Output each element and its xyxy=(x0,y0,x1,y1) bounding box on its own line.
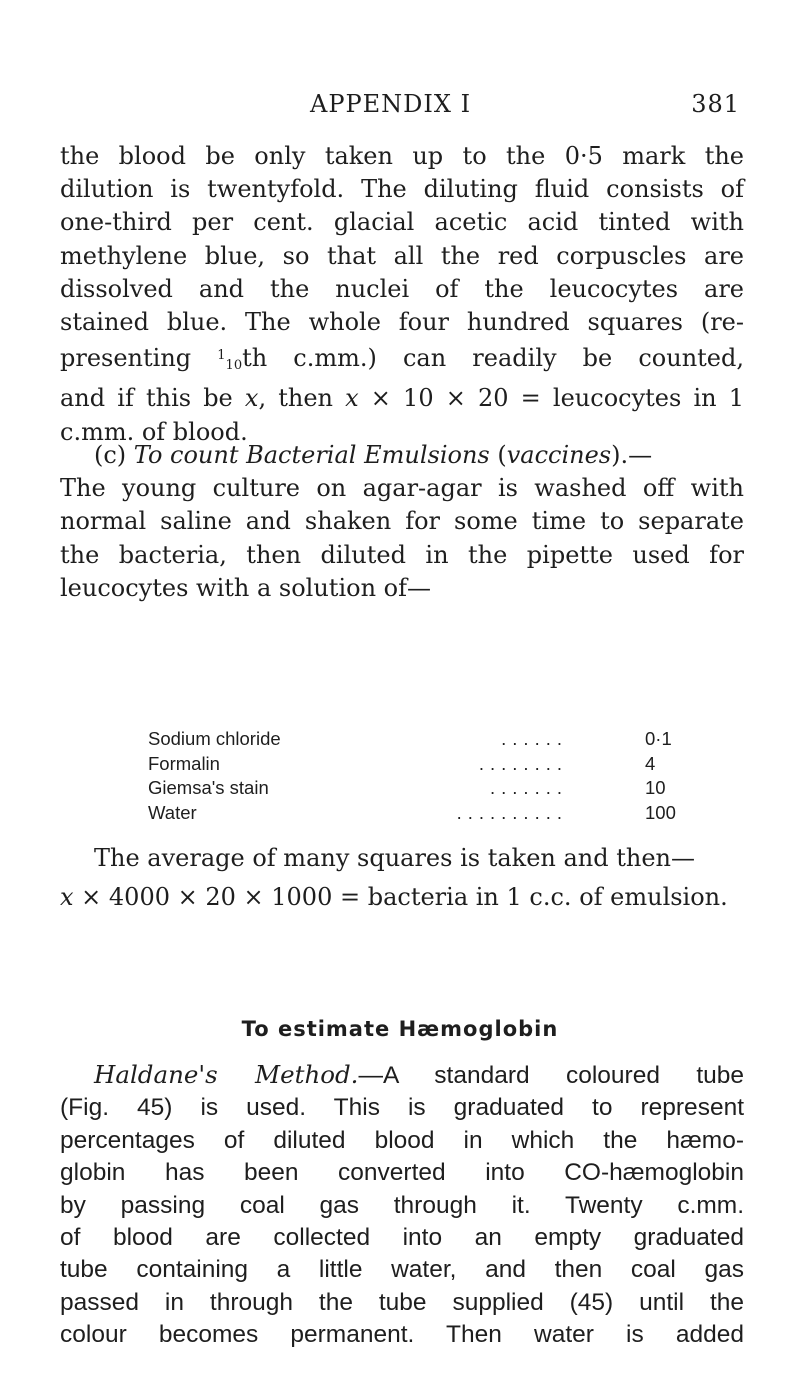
text-line: dilution is twentyfold. The diluting fluid consists of xyxy=(60,175,744,204)
text-segment: presenting xyxy=(60,344,218,373)
ingredient-amount: 0·1 xyxy=(645,728,672,749)
text-line-formula xyxy=(60,382,744,415)
recipe-row xyxy=(148,727,688,752)
ingredient-amount: 10 xyxy=(645,777,666,798)
text-segment: ( xyxy=(489,441,507,469)
text-line: percentages of diluted blood in which the hæmo- xyxy=(60,1126,744,1154)
text-line: passed in through the tube supplied (45) until the xyxy=(60,1288,744,1316)
text-line: The young culture on agar-agar is washed off with xyxy=(60,474,744,503)
recipe-row xyxy=(148,776,688,801)
leader-dots: ....... xyxy=(490,777,568,798)
text-line: by passing coal gas through it. Twenty c.mm. xyxy=(60,1191,744,1219)
text-segment: , then xyxy=(258,384,346,413)
text-line-subheading xyxy=(60,439,744,472)
ingredient-amount: 100 xyxy=(645,801,676,823)
text-line: leucocytes with a solution of— xyxy=(60,573,431,602)
text-line: The average of many squares is taken and then— xyxy=(94,844,696,872)
text-line: (Fig. 45) is used. This is graduated to represent xyxy=(60,1094,744,1122)
text-segment: ).— xyxy=(611,441,653,469)
ingredient-amount: 4 xyxy=(645,752,656,774)
paragraph-leucocyte-dilution xyxy=(60,140,744,449)
text-line: c.mm. of blood. xyxy=(60,417,248,446)
text-line: one-third per cent. glacial acetic acid tinted with xyxy=(60,208,744,237)
text-line: the bacteria, then diluted in the pipette used for xyxy=(60,540,744,569)
subsection-title-paren: vaccines xyxy=(506,441,612,469)
ingredient-name: Sodium chloride xyxy=(148,728,281,749)
running-title: APPENDIX I xyxy=(310,90,472,118)
item-label: (c) xyxy=(94,441,134,469)
text-line: stained blue. The whole four hundred squares (re- xyxy=(60,308,744,337)
formula-line xyxy=(60,881,744,914)
paragraph-haldane-method xyxy=(60,1059,744,1352)
leader-dots: .......... xyxy=(456,801,568,823)
page-number: 381 xyxy=(691,90,740,118)
formula-text: × 4000 × 20 × 1000 = bacteria in 1 c.c. of emulsion. xyxy=(73,883,728,912)
text-segment: —A standard coloured tube xyxy=(358,1062,745,1089)
paragraph-bacteria-count xyxy=(60,842,744,914)
leader-dots: ........ xyxy=(478,752,568,774)
text-line: the blood be only taken up to the 0·5 mark the xyxy=(60,142,744,170)
ingredient-name: Water xyxy=(148,801,197,823)
ingredient-name: Formalin xyxy=(148,752,220,774)
leader-dots: ...... xyxy=(501,728,568,749)
fraction-denominator: 10 xyxy=(225,358,243,374)
text-line: of blood are collected into an empty graduated xyxy=(60,1224,744,1252)
text-line-fraction xyxy=(60,339,744,382)
text-line: normal saline and shaken for some time to separate xyxy=(60,507,744,536)
text-line: colour becomes permanent. Then water is added xyxy=(60,1321,744,1349)
text-line: tube containing a little water, and then coal gas xyxy=(60,1256,744,1284)
text-segment: × 10 × 20 = leucocytes in 1 xyxy=(358,384,744,413)
text-segment: and if this be xyxy=(60,384,245,413)
variable-x: x xyxy=(345,384,359,413)
variable-x: x xyxy=(244,384,259,413)
text-line: methylene blue, so that all the red corpuscles are xyxy=(60,241,744,270)
method-title: Haldane's Method. xyxy=(94,1060,359,1089)
recipe-row xyxy=(148,752,688,777)
text-line: globin has been converted into CO-hæmoglobin xyxy=(60,1159,744,1187)
recipe-row xyxy=(148,801,688,826)
subsection-title: To count Bacterial Emulsions xyxy=(133,441,490,469)
section-heading: To estimate Hæmoglobin xyxy=(241,1017,559,1041)
text-segment: th c.mm.) can readily be counted, xyxy=(242,344,744,373)
ingredient-name: Giemsa's stain xyxy=(148,777,269,798)
text-line-subheading xyxy=(60,1059,744,1092)
variable-x: x xyxy=(60,883,74,912)
paragraph-bacterial-emulsions xyxy=(60,439,744,605)
solution-recipe xyxy=(148,727,688,825)
text-line: dissolved and the nuclei of the leucocytes are xyxy=(60,274,744,303)
fraction-numerator: 1 xyxy=(217,348,226,364)
